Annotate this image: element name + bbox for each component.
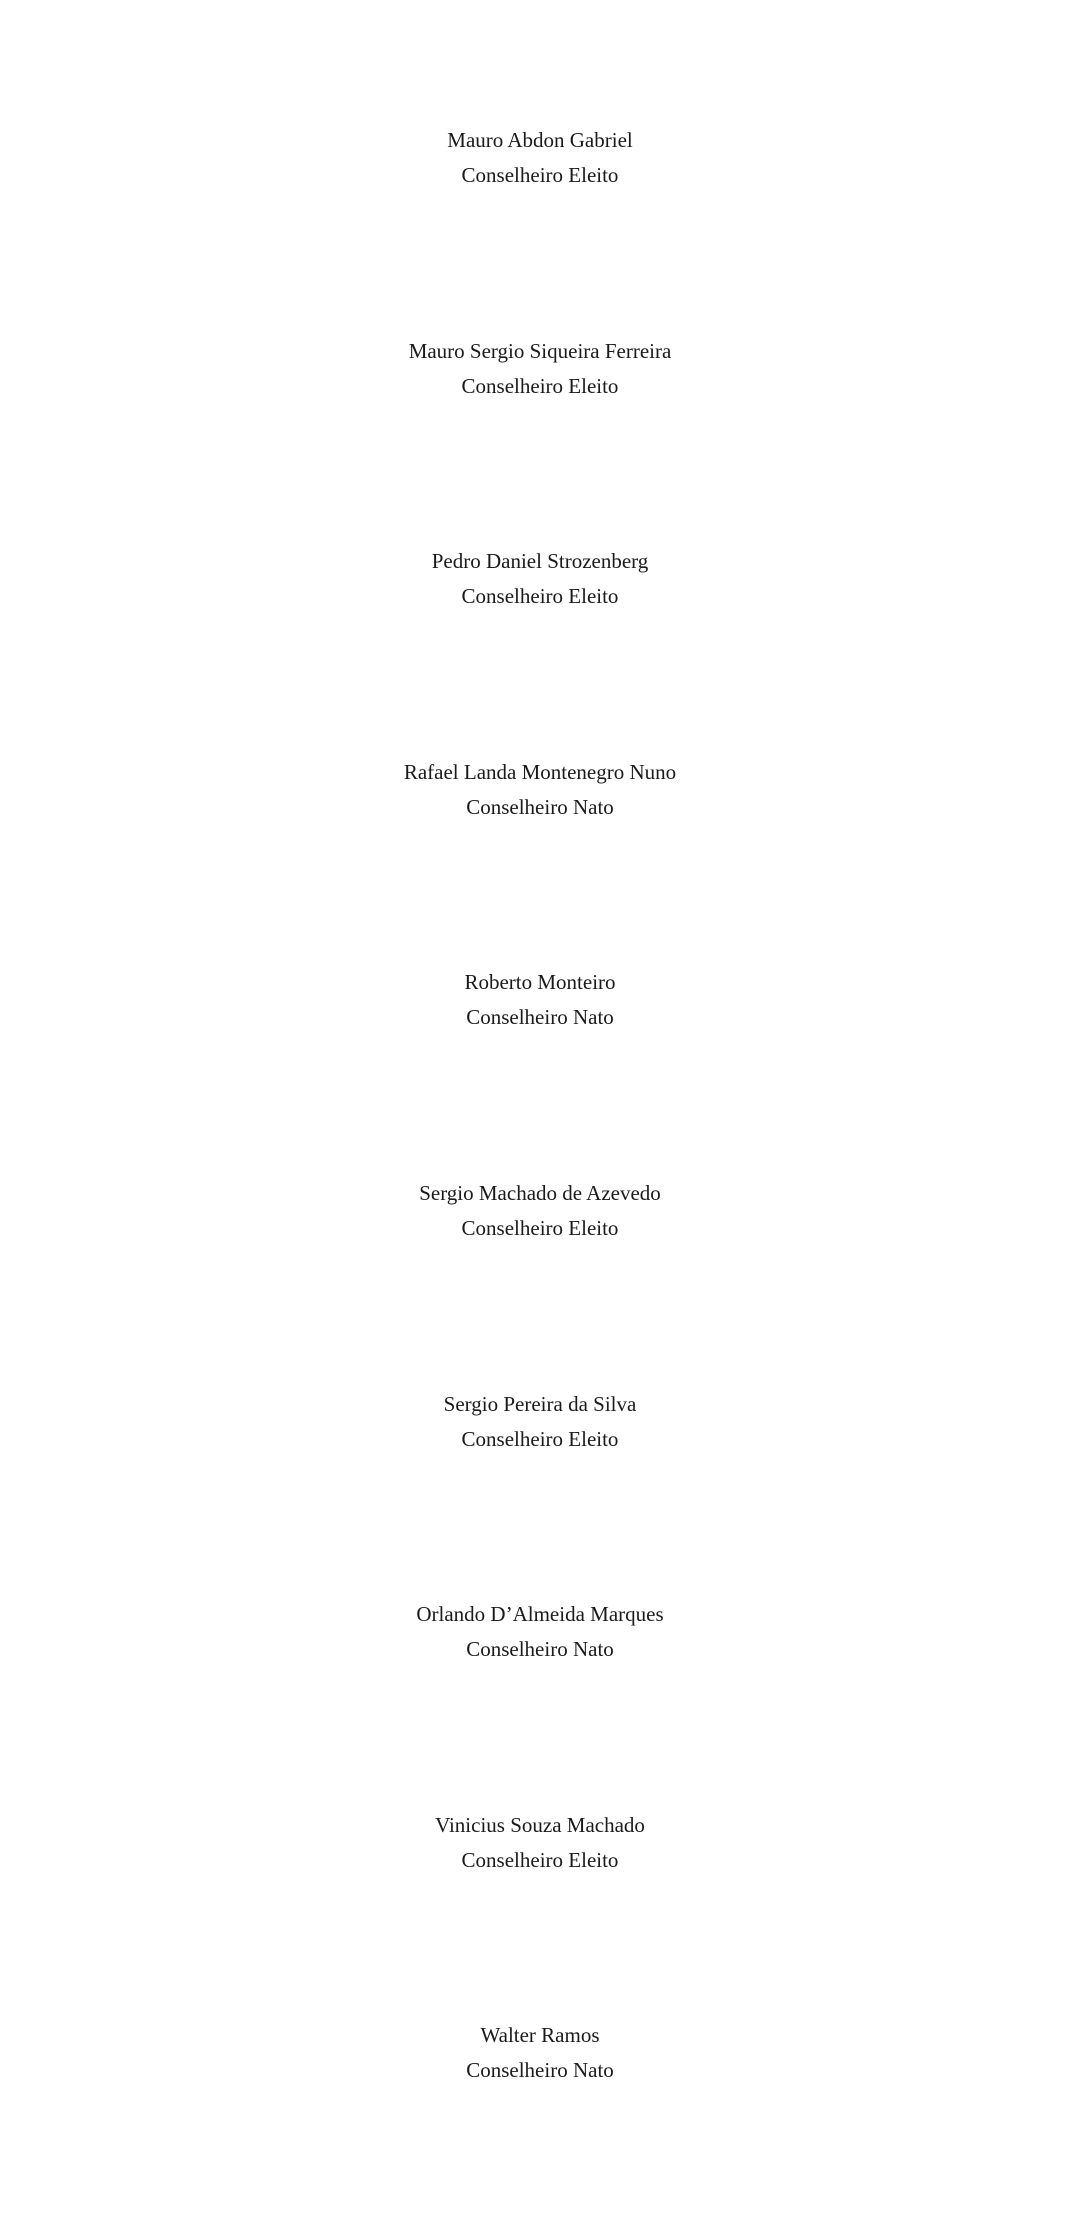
member-entry [0,2018,1080,2229]
member-name: Roberto Monteiro [464,970,616,995]
member-entry [0,334,1080,545]
member-role: Conselheiro Nato [466,1637,614,1662]
member-role: Conselheiro Eleito [461,584,619,609]
member-name: Vinicius Souza Machado [435,1812,645,1837]
member-name: Sergio Pereira da Silva [443,1391,637,1416]
member-role: Conselheiro Eleito [461,163,619,187]
member-role: Conselheiro Eleito [461,1426,619,1451]
member-role: Conselheiro Nato [466,794,614,819]
member-entry [0,544,1080,755]
member-name: Mauro Abdon Gabriel [447,128,633,152]
member-role: Conselheiro Nato [466,1005,614,1030]
member-name: Orlando D’Almeida Marques [416,1602,664,1627]
member-entry [0,1808,1080,2019]
member-entry [0,1387,1080,1598]
member-entry [0,123,1080,334]
member-name: Walter Ramos [480,2023,600,2048]
member-name: Mauro Sergio Siqueira Ferreira [408,338,672,363]
member-name: Sergio Machado de Azevedo [419,1180,661,1205]
member-name: Pedro Daniel Strozenberg [431,549,649,574]
member-entry [0,1597,1080,1808]
member-role: Conselheiro Eleito [461,1847,619,1872]
member-role: Conselheiro Eleito [461,373,619,398]
member-name: Rafael Landa Montenegro Nuno [403,759,677,784]
member-entry [0,965,1080,1176]
member-list [0,123,1080,2229]
member-role: Conselheiro Nato [466,2058,614,2083]
member-role: Conselheiro Eleito [461,1215,619,1240]
member-entry [0,1176,1080,1387]
member-entry [0,755,1080,966]
